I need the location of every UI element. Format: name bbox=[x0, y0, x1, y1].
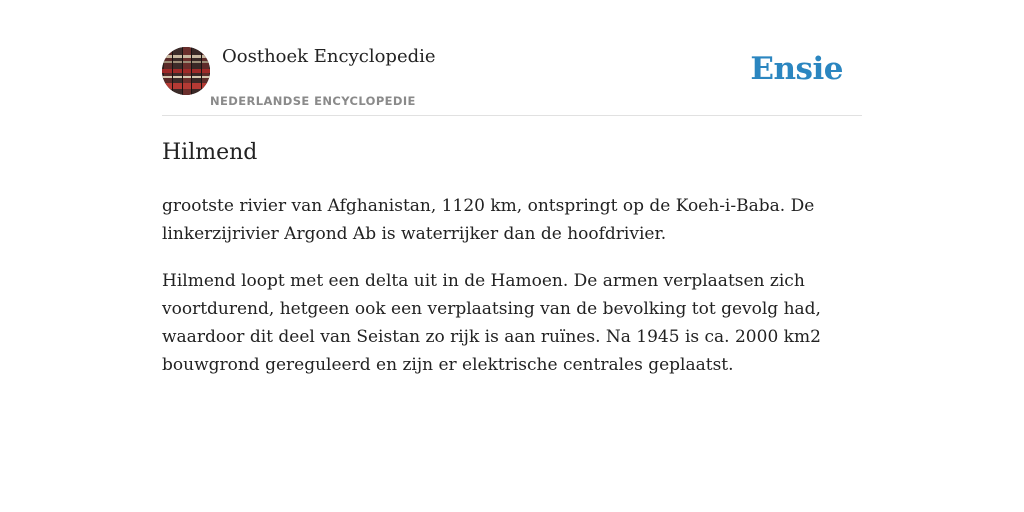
article-body bbox=[162, 192, 822, 398]
site-subtitle: NEDERLANDSE ENCYCLOPEDIE bbox=[210, 94, 416, 108]
article-title: Hilmend bbox=[162, 140, 258, 165]
article-paragraph: Hilmend loopt met een delta uit in de Hamoen. De armen verplaatsen zich voortdurend, hetgeen ook een verplaatsing van de bevolking tot gevolg had, waardoor dit deel van Seistan zo rijk is aan ruïnes. Na 1945 is ca. 2000 km2 bouwgrond gereguleerd en zijn er elektrische centrales geplaatst. bbox=[162, 271, 821, 375]
ensie-logo-link[interactable]: Ensie bbox=[750, 51, 843, 87]
book-spines-avatar-icon[interactable] bbox=[162, 47, 210, 95]
site-name-link[interactable]: Oosthoek Encyclopedie bbox=[222, 46, 436, 67]
page-container bbox=[162, 0, 862, 375]
site-header bbox=[162, 0, 862, 116]
article-paragraph: grootste rivier van Afghanistan, 1120 km, ontspringt op de Koeh-i-Baba. De linkerzijrivier Argond Ab is waterrijker dan de hoofdrivier. bbox=[162, 196, 815, 244]
